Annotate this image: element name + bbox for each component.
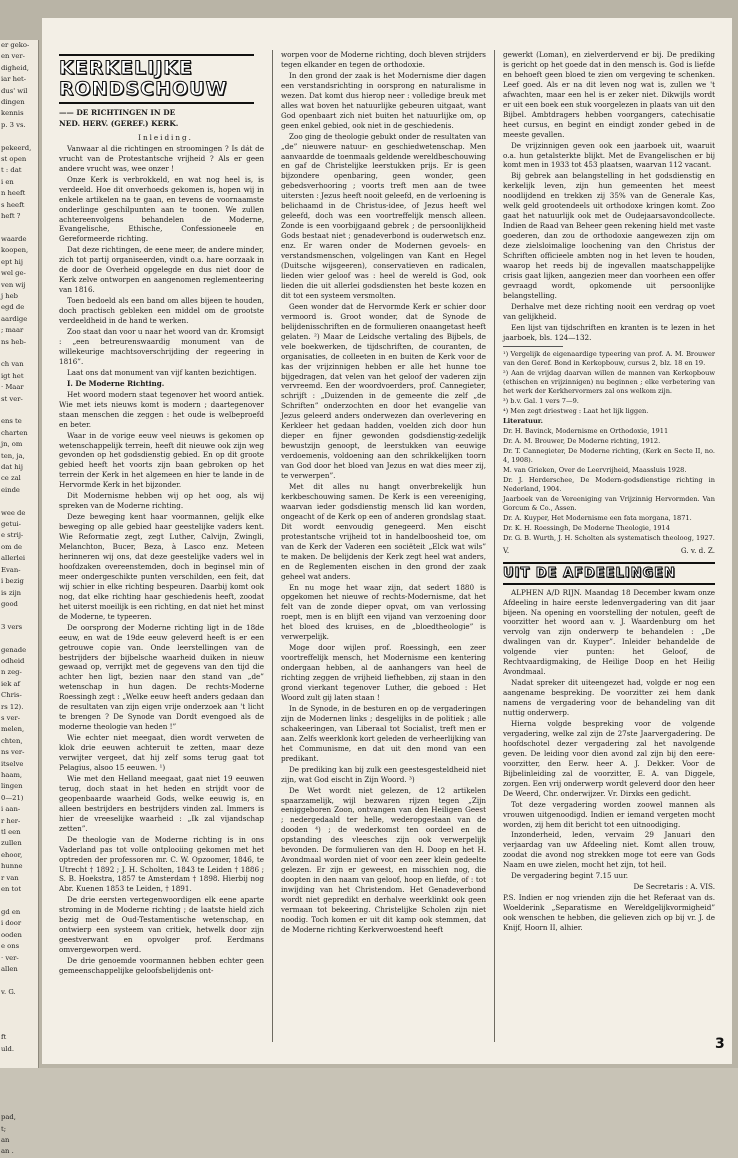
previous-page-fragment: einde [1, 485, 20, 494]
previous-page-fragment: ns ver- [1, 748, 25, 757]
paragraph: De oorsprong der Moderne richting ligt in de 18de eeuw, en wat de 19de eeuw geleverd heeft is er een getrouwe copie van. Onde leerstellingen van de bestrijders der bijbelsche waarheid duiken in nieuw gewaad op, verrijkt met de gegevens van den tijd die achter hen ligt, bezien naar den stand van „de” wetenschap in hun dagen. De rechts-Moderne Roessingh zegt : „Welke eeuw heeft anders gedaan dan de resultaten van zijn eigen vrije onderzoek aan 't licht te brengen ? De Synode van Dordt evengoed als de moderne theologie van heden !” [59, 622, 264, 732]
previous-page-fragment: · ver- [1, 953, 19, 962]
previous-page-fragment: ten, ja, [1, 451, 25, 460]
previous-page-fragment: r van [1, 873, 19, 882]
column-rule [272, 50, 273, 1042]
previous-page-fragment [0, 895, 38, 906]
paragraph: Met dit alles nu hangt onverbrekelijk hun kerkbeschouwing samen. De Kerk is een vereeniging, waarvan ieder godsdienstig mensch lid kan worden, ongeacht of de Kerk op een of anderen grondslag staat. Dit wordt eenvoudig genegeerd. Men eischt protestantsche vrijheid tot in handelboosheid toe, om van de Kerk der Vaderen een sociëteit „Elck wat wils” te maken. De belijdenis der Kerk zegt heel wat anders, en de Reglementen eischen in den grond der zaak geheel wat anders. [281, 481, 486, 581]
masthead-line-2: RONDSCHOUW [59, 78, 228, 100]
previous-page-fragment [0, 975, 38, 986]
previous-page-fragment: p. 3 vs. [1, 120, 26, 129]
previous-page-fragment: odheid [1, 656, 25, 665]
previous-page-fragment: heft ? [1, 212, 21, 221]
paragraph: Bij gebrek aan belangstelling in het godsdienstig en kerkelijk leven, zijn hun gemeenten het meest noodlijdend en trekken zij 35% van de Generale Kas, welk geld grootendeels uit orthodoxe kringen komt. Zoo gaat het natuurlijk ook met de Oudejaarsavondcollecte. Indien de Raad van Beheer geen rekening hield met vaste goederen, dan zou de orthodoxie aangewezen zijn om deze zielsloimalige loochening van den Christus der Schriften officieele ambten nog in het leven te houden, waarop het reeds bij de ingevallen maatschappelijke crisis gaat lijken, aangezien meer dan voorheen een offer gevraagd wordt, opkomende uit persoonlijke belangstelling. [503, 171, 715, 300]
literature-heading: Literatuur. [503, 416, 543, 425]
previous-page-fragment [0, 1010, 38, 1021]
previous-page-fragment: r her- [1, 816, 21, 825]
paragraph: Een lijst van tijdschriften en kranten is te lezen in het jaarboek, bls. 124—132. [503, 322, 715, 342]
previous-page-fragment: charten [1, 428, 28, 437]
footnote-rule [503, 346, 563, 347]
literature-entry: Dr. G. B. Wurth, J. H. Scholten als systematisch theoloog, 1927. [503, 533, 715, 542]
literature-entry: Dr. T. Cannegieter, De Moderne richting, (Kerk en Secte II, no. 4, 1908). [503, 446, 715, 464]
previous-page-fragment [0, 1067, 38, 1078]
previous-page-fragment: rs 12). [1, 702, 24, 711]
previous-page-fragment: st open [1, 155, 27, 164]
column-2 [281, 50, 486, 936]
section-band [503, 562, 715, 585]
paragraph: De drie genoemde voormannen hebben echter geen gemeenschappelijke geloofsbelijdenis ont- [59, 956, 264, 976]
previous-page-fragment [0, 223, 38, 234]
paragraph: Derhalve met deze richting nooit een verdrag op voet van gelijkheid. [503, 301, 715, 321]
previous-page-fragment: aardige [1, 314, 28, 323]
previous-page-fragment: ch van [1, 360, 24, 369]
paragraph: Nadat spreker dit uiteengezet had, volgde er nog een aangename bespreking. De voorzitter zei hem dank namens de vergadering voor de behandeling van dit nuttig onderwerp. [503, 678, 715, 718]
previous-page-fragment: lingen [1, 782, 23, 791]
literature-entry: M. van Grieken, Over de Leervrijheid, Maassluis 1928. [503, 465, 687, 474]
previous-page-fragment: er geko- [1, 41, 30, 49]
paragraph: worpen voor de Moderne richting, doch bleven strijders tegen elkander en tegen de orthodoxie. [281, 50, 486, 69]
paragraph: In den grond der zaak is het Modernisme dier dagen een verstandsrichting in oorsprong en naturalisme in wezen. Dat komt dus hierop neer : volledige breuk met alles wat boven het natuurlijke gebeuren uitgaat, want God openbaart zich niet buiten het natuurlijke om, op geen enkel gebied, ook niet in de geschiedenis. [281, 70, 486, 130]
paragraph: ALPHEN A/D RIJN. Maandag 18 December kwam onze Afdeeling in haire eerste ledenvergadering van dit jaar bijeen. Na opening en voorstelling der notulen, geeft de voorzitter het woord aan v. J. Waardenburg om het vervolg van zijn onderwerp te behandelen : „De dwalingen van dr. Kuyper”. Inleider behandelde de volgende vier punten: het Geloof, de Rechtvaardigmaking, de Heilige Doop en het Heilig Avondmaal. [503, 587, 715, 677]
masthead-line-1: KERKELIJKE [59, 57, 193, 79]
previous-page-fragment: digheid, [1, 63, 29, 72]
previous-page-fragment: s heeft [1, 200, 25, 209]
paragraph: De vrijzinnigen geven ook een jaarboek uit, waaruit o.a. hun getalsterkte blijkt. Met de Evangelischen er bij komt men in 1933 tot 453 plaatsen, waarvan 112 vacant. [503, 140, 715, 170]
intro-heading: Inleiding. [138, 132, 193, 142]
previous-page-fragment: pad, [1, 1113, 16, 1122]
previous-page-fragment: ft [1, 1033, 7, 1042]
previous-page-fragment: igt het [1, 371, 24, 380]
previous-page-fragment: hunne [1, 862, 23, 871]
paragraph: Toen bedoeld als een band om alles bijeen te houden, doch practisch gebleken een middel om de grootste verdeeldheid in de hand te werken. [59, 296, 264, 326]
newspaper-page [42, 18, 732, 1064]
previous-page-fragment: melen, [1, 725, 25, 734]
secretary-line: De Secretaris : A. VIS. [633, 882, 715, 892]
previous-page-fragment [0, 131, 38, 142]
paragraph: De Wet wordt niet gelezen, de 12 artikelen spaarzamelijk, wijl bezwaren rijzen tegen „Zijn eeniggeboren Zoon, ontvangen van den Heiligen Geest ; nedergedaald ter helle, wederopgestaan van de dooden ⁴) ; de wederkomst ten oordeel en de opstanding des vleesches zijn ook verwerpelijk bevonden. De formulieren van den H. Doop en het H. Avondmaal worden niet of voor een zeer klein gedeelte gelezen. Er zijn er geweest, en misschien nog, die doopten in den naam van geloof, hoop en liefde, of : tot inwijding van het Christendom. Het Genadeverbond wordt niet gepredikt en derhalve weerklinkt ook geen vermaan tot bekeering. Christelijke Scholen zijn niet noodig. Toch komen er uit dit kamp ook stemmen, dat de Moderne richting Kerkverwoestend heeft [281, 785, 486, 934]
previous-page-fragment: dingen [1, 98, 25, 107]
previous-page-fragment [0, 998, 38, 1009]
previous-page-fragment: ept hij [1, 257, 23, 266]
previous-page-fragment: e strij- [1, 531, 24, 540]
previous-page-fragment: ns heb- [1, 337, 27, 346]
previous-page-fragment: kennis [1, 109, 24, 118]
paragraph: Inzonderheid, leden, vervaim 29 Januari den verjaardag van uw Afdeeling niet. Komt allen trouw, zoodat die avond nog strekken moge tot eere van Gods Naam en uwe zielen, mocht het zijn, tot heil. [503, 830, 715, 870]
previous-page-fragment: genade [1, 645, 27, 654]
paragraph: Wie echter niet meegaat, dien wordt verweten de klok drie eeuwen achteruit te zetten, maar deze verwijter vergeet, dat hij zelf soms terug gaat tot Pelagius, alsoo 15 eeuwen. ¹) [59, 733, 264, 772]
previous-page-fragment: allerlei [1, 554, 26, 563]
article-subtitle: —— DE RICHTINGEN IN DE [59, 108, 176, 117]
previous-page-fragment: i bezig [1, 577, 24, 586]
literature-entry: Dr. A. Kuyper, Het Modernisme een fata morgana, 1871. [503, 513, 692, 522]
paragraph: Moge door wijlen prof. Roessingh, een zeer voortreffelijk mensch, het Modernisme een kentering ondergaan hebben, al de aanhangers van heel de richting zeggen de vrijheid liefhebben, zij staan in den grond vierkant tegenover Luther, die geboed : Het Woord zult gij laten staan ! [281, 643, 486, 702]
paragraph: Wie met den Helland meegaat, gaat niet 19 eeuwen terug, doch staat in het heden en strijdt voor de geopenbaarde waarheid Gods, welke eeuwig is, en alleen bestrijders en bestrijders vinden zal. Immers is hier de vreeselijke waarheid : „Ik zal vijandschap zetten”. [59, 773, 264, 833]
previous-page-fragment: ehoor, [1, 850, 23, 859]
previous-page-fragment: 0—21) [1, 793, 24, 802]
previous-page-fragment: waarde [1, 234, 27, 243]
previous-page-fragment: t; [1, 1124, 7, 1133]
paragraph: Laat ons dat monument van vijf kanten bezichtigen. [67, 367, 257, 377]
previous-page-fragment: wee de [1, 508, 26, 517]
previous-page-fragment [0, 348, 38, 359]
previous-page-fragment [0, 405, 38, 416]
previous-page-fragment: an . [1, 1147, 14, 1156]
previous-page-fragment: i en [1, 177, 14, 186]
paragraph: En nu moge het waar zijn, dat sedert 1880 is opgekomen het nieuwe of rechts-Modernisme, dat het felt van de zonde dieper opvat, om van verlossing roept, men is en blijft een vijand van verzoening door het bloed des kruises, en de „bloedtheologie” is verwerpelijk. [281, 582, 486, 642]
previous-page-fragment [0, 1021, 38, 1032]
previous-page-fragment [0, 633, 38, 644]
paragraph: P.S. Indien er nog vrienden zijn die het Referaat van ds. Woelderink „Separatisme en Wereldgelijkvormigheid” ook wenschen te hebben, die gelieven zich op bij vr. J. de Knijf, Hoorn II, alhier. [503, 893, 715, 933]
footnote: ³) b.v. Gal. 1 vers 7—9. [503, 396, 579, 405]
previous-page-fragment: uld. [1, 1044, 15, 1053]
paragraph: Hierna volgde bespreking voor de volgende vergadering, welke zal zijn de 27ste Jaarvergadering. De hoofdschotel dezer vergadering zal het navolgende geven. De leiding voor dien avond zal zijn bij den eere-voorzitter, den Eerw. heer A. J. Dekker. Voor de Bijbelinleiding zal de voorzitter, E. A. van Diggele, zorgen. Een vrij onderwerp wordt geleverd door den heer De Weerd, Chr. onderwijzer. Vr. Dirxks een gedicht. [503, 718, 715, 798]
previous-page-fragment [0, 1055, 38, 1066]
literature-entry: Dr. J. Herderschee, De Modern-godsdienstige richting in Nederland, 1904. [503, 475, 715, 493]
previous-page-fragment: t : dat [1, 166, 22, 175]
previous-page-fragment: haam, [1, 771, 23, 779]
column-rule [494, 50, 495, 1042]
previous-page-fragment: ce zal [1, 474, 21, 483]
article-subtitle-2: NED. HERV. (GEREF.) KERK. [59, 118, 179, 128]
previous-page-fragment: chten, [1, 736, 23, 745]
previous-page-fragment: s ver- [1, 713, 21, 722]
previous-page-fragment: v. G. [1, 987, 16, 996]
literature-entry: Dr. K. H. Roessingh, De Moderne Theologie, 1914 [503, 523, 670, 532]
previous-page-fragment: itselve [1, 759, 24, 768]
section-band-title: UIT DE AFDEELINGEN [503, 565, 676, 581]
previous-page-fragment: iek af [1, 679, 21, 688]
previous-page-fragment: j heb [1, 291, 19, 300]
footnote: ⁴) Men zegt driestweg : Laat het lijk liggen. [503, 406, 649, 415]
previous-page-fragment: getui- [1, 520, 21, 529]
previous-page-fragment: ven wij [1, 280, 26, 289]
footnote: ¹) Vergelijk de eigenaardige typeering van prof. A. M. Brouwer van den Geref. Bond in Kerkopbouw, cursus 2, blz. 18 en 19. [503, 349, 715, 367]
previous-page-fragment: Evan- [1, 565, 21, 574]
previous-page-fragment: koopen, [1, 246, 29, 255]
previous-page-fragment: Chris- [1, 691, 22, 700]
previous-page-fragment: n zeg- [1, 668, 22, 677]
paragraph: Dit Modernisme hebben wij op het oog, als wij spreken van de Moderne richting. [59, 491, 264, 511]
previous-page-fragment: wel ge- [1, 269, 26, 278]
paragraph: Dat deze richtingen, de eene meer, de andere minder, zich tot partij organiseerden, vindt o.a. hare oorzaak in de door de Overheid opgelegde en dus niet door de Kerk zelve ontworpen en aangenomen reglementeering van 1816. [59, 245, 264, 295]
previous-page-fragment: gd en [1, 907, 21, 916]
previous-page-fragment: i aan- [1, 805, 21, 814]
previous-page-fragment: ooden [1, 930, 22, 939]
paragraph: Onze Kerk is verbrokkeld, en wat nog heel is, is verdeeld. Hoe dit onverhoeds gekomen is, hopen wij in enkele artikelen na te gaan, en tevens de voornaamste onderlinge geschilpunten aan te toonen. We zullen achtereenvolgens behandelen de Moderne, Evangelische, Ethische, Confessioneele en Gereformeerde richting. [59, 174, 264, 244]
paragraph: Waar in de vorige eeuw veel nieuws is gekomen op wetenschappelijk terrein, heeft dit nieuwe ook zijn weg gevonden op het godsdienstig gebied. En op dit groote gebied heeft het voorts zijn baan gebroken op het terrein der Kerk in het algemeen en hier te lande in de Hervormde Kerk in het bijzonder. [59, 430, 264, 490]
previous-page-fragment: egd de [1, 303, 25, 312]
column-3 [503, 50, 715, 934]
previous-page-fragment: ; maar [1, 326, 24, 335]
literature-entry: Jaarboek van de Vereeniging van Vrijzinnig Hervormden. Van Gorcum & Co., Assen. [503, 494, 715, 512]
previous-page-fragment [0, 1078, 38, 1089]
previous-page-strip [0, 40, 39, 1156]
paragraph: Tot deze vergadering worden zoowel mannen als vrouwen uitgenoodigd. Indien er iemand vergeten mocht worden, zij hem dit bericht tot een uitnoodiging. [503, 799, 715, 829]
previous-page-fragment: pekeerd, [1, 143, 32, 152]
previous-page-fragment: · Maar [1, 383, 24, 392]
paragraph: gewerkt (Loman), en zielverdervend er bij. De prediking is gericht op het goede dat in den mensch is. God is liefde en behoeft geen bloed te zien om vergeving te schenken. Leef goed. Als er na dit leven nog wat is, zullen we 't afwachten, maar een hel is er zeker niet. Dikwijls wordt er uit een boek een stuk voorgelezen in plaats van uit den Bijbel. Ambtdragers hebben voorgangers, catechisatie heet cursus, en begint en eindigt zonder gebed in de meeste gevallen. [503, 50, 715, 139]
previous-page-fragment [0, 610, 38, 621]
previous-page-fragment: 3 vers [1, 622, 23, 631]
section-heading: I. De Moderne Richting. [67, 378, 165, 388]
previous-page-fragment: allen [1, 964, 18, 973]
footnote: ²) Aan de vrijdag daarvan willen de mannen van Kerkopbouw (ethischen en vrijzinnigen) nu beginnen ; elke verbetering van het werk der Kerkhervormers zal ons welkom zijn. [503, 368, 715, 395]
previous-page-fragment: st ver- [1, 394, 23, 403]
previous-page-fragment: dat hij [1, 463, 23, 472]
paragraph: De vergadering begint 7.15 uur. [511, 871, 629, 881]
paragraph: Deze beweging kent haar voormannen, gelijk elke beweging op alle gebied haar geestelijke vaders kent. Wie Reformatie zegt, zegt Luther, Calvijn, Zwingli, Melanchton, Bucer, Beza, à Lasco enz. Meteen herinneren wij ons, dat deze geestelijke vaders wel in hoofdzaken overeenstemden, doch in beginsel min of meer ondergeschikte punten verschilden, een feit, dat wij schier in elke richting bespeuren. Daarbij komt ook nog, dat elke richting haar geschiedenis heeft, zoodat het uiterst moeilijk is een richting, en dat niet het minst de Moderne, te typeeren. [59, 512, 264, 621]
previous-page-fragment: is zijn [1, 588, 22, 597]
previous-page-fragment [0, 1101, 38, 1112]
paragraph: Vanwaar al die richtingen en stroomingen ? Is dát de vrucht van de Protestantsche vrijheid ? Als er geen andere vrucht was, wee onzer ! [59, 143, 264, 173]
signature-right: G. v. d. Z. [680, 545, 715, 555]
paragraph: De theologie van de Moderne richting is in ons Vaderland pas tot volle ontplooiing gekomen met het optreden der professoren mr. C. W. Opzoomer, 1846, te Utrecht † 1892 ; J. H. Scholten, 1843 te Leiden † 1886 ; S. B. Hoekstra, 1857 te Amsterdam † 1898. Hierbij nog Abr. Kuenen 1853 te Leiden, † 1891. [59, 834, 264, 894]
literature-entry: Dr. H. Bavinck, Modernisme en Orthodoxie, 1911 [503, 426, 669, 435]
page-number: 3 [715, 1036, 725, 1052]
literature-entry: Dr. A. M. Brouwer, De Moderne richting, 1912. [503, 436, 661, 445]
previous-page-fragment: zullen [1, 839, 22, 848]
masthead [59, 54, 254, 104]
previous-page-fragment: jn, om [1, 440, 23, 449]
previous-page-fragment: tl een [1, 828, 21, 837]
signature-line [503, 546, 715, 556]
column-1 [59, 50, 264, 977]
previous-page-fragment: good [1, 599, 18, 608]
previous-page-fragment: n heeft [1, 189, 26, 198]
previous-page-fragment: en tot [1, 885, 22, 894]
previous-page-fragment: an [1, 1136, 10, 1144]
paragraph: Het woord modern staat tegenover het woord antiek. Wie met iets nieuws komt is modern ; daartegenover staan menschen die zeggen : het oude is welbeproefd en beter. [59, 389, 264, 429]
previous-page-fragment: iar het- [1, 75, 27, 84]
previous-page-fragment: om de [1, 542, 23, 551]
previous-page-fragment: ens te [1, 417, 22, 426]
paragraph: In de Synode, in de besturen en op de vergaderingen zijn de Modernen links ; desgelijks in de politiek ; alle schakeeringen, van Liberaal tot Socialist, treft men er aan. Zelfs weerklonk kort geleden de verheerlijking van het Communisme, en dat uit den mond van een predikant. [281, 703, 486, 763]
previous-page-fragment: i door [1, 919, 22, 928]
previous-page-fragment [0, 496, 38, 507]
paragraph: De prediking kan bij zulk een geestesgesteldheid niet zijn, wat God eischt in Zijn Woord. ³) [281, 764, 486, 784]
paragraph: Zoo staat dan voor u naar het woord van dr. Kromsigt : „een betreurenswaardig monument van de willekeurige machtsoverschrijding der regeering in 1816”. [59, 327, 264, 366]
paragraph: De drie eersten vertegenwoordigen elk eene aparte stroming in de Moderne richting ; de laatste hield zich bezig met de Oud-Testamentische wetenschap, en ontwierp een systeem van critiek, hetwelk door zijn geestverwant en opvolger prof. Eerdmans omvergeworpen werd. [59, 895, 264, 955]
previous-page-fragment: en ver- [1, 52, 25, 61]
previous-page-fragment: dus' wil [1, 86, 28, 95]
paragraph: Zoo ging de theologie gebukt onder de resultaten van „de” nieuwere natuur- en geschiedwetenschap. Men aanvaardde de toenmaals geldende wereldbeschouwing en gaf de Christelijke leerstukken prijs. Er is geen bijzondere openbaring, geen wonder, geen gebedsverhooring ; voorts treft men aan de twee uitersten : Jezus heeft nooit geleefd, en de verloening is belichaamd in de Christus-idee, of Jezus heeft wel geleefd, doch was een voortreffelijk mensch alleen. Zonde is een voorbijgaand gebrek ; de persoonlijkheid Gods bestaat niet ; genadeverbond is ouderwetsch enz. enz. Er waren onder de Modernen gevoels- en verstandsmenschen, volgelingen van Kant en Hegel (Duitsche wijsgeeren), conservatieven en radicalen, lieden wier geloof was : heel de wereld is God, ook lieden die uit allerlei godsdiensten het beste kozen en dit tot een systeem versmolten. [281, 131, 486, 300]
signature-left: V. [503, 545, 510, 555]
previous-page-fragment [0, 1089, 38, 1100]
paragraph: Geen wonder dat de Hervormde Kerk er schier door vermoord is. Groot wonder, dat de Synode de belijdenisschriften en de formulieren onaangetast heeft gelaten. ²) Maar de Leidsche vertaling des Bijbels, de vele boekwerken, de tijdschriften, de couranten, de organisaties, de colleeten in en buiten de Kerk voor de kas der vrijzinnigen hebben er alle het hunne toe bijgedragen, dat velen van het geloof der vaderen zijn vervreemd. Een der woordvoerders, prof. Cannegieter, schrijft : „Duizenden in de gemeente die zelf „de Schriften” onderzochten en door het evangelie van Jezus geleerd anders onderwezen dan overlevering en Kerkleer het gedaan hadden, voelden zich door hun dieper en fijner gewonden godsdienstig-zedelijk bewustzijn genoopt, de leerstukken van eeuwige verdoemenis, voldoening aan den schrikkelijken toorn van God door het bloed van Jezus en wat dies meer zij, te verwerpen”. [281, 301, 486, 481]
previous-page-fragment: e ons [1, 942, 20, 951]
